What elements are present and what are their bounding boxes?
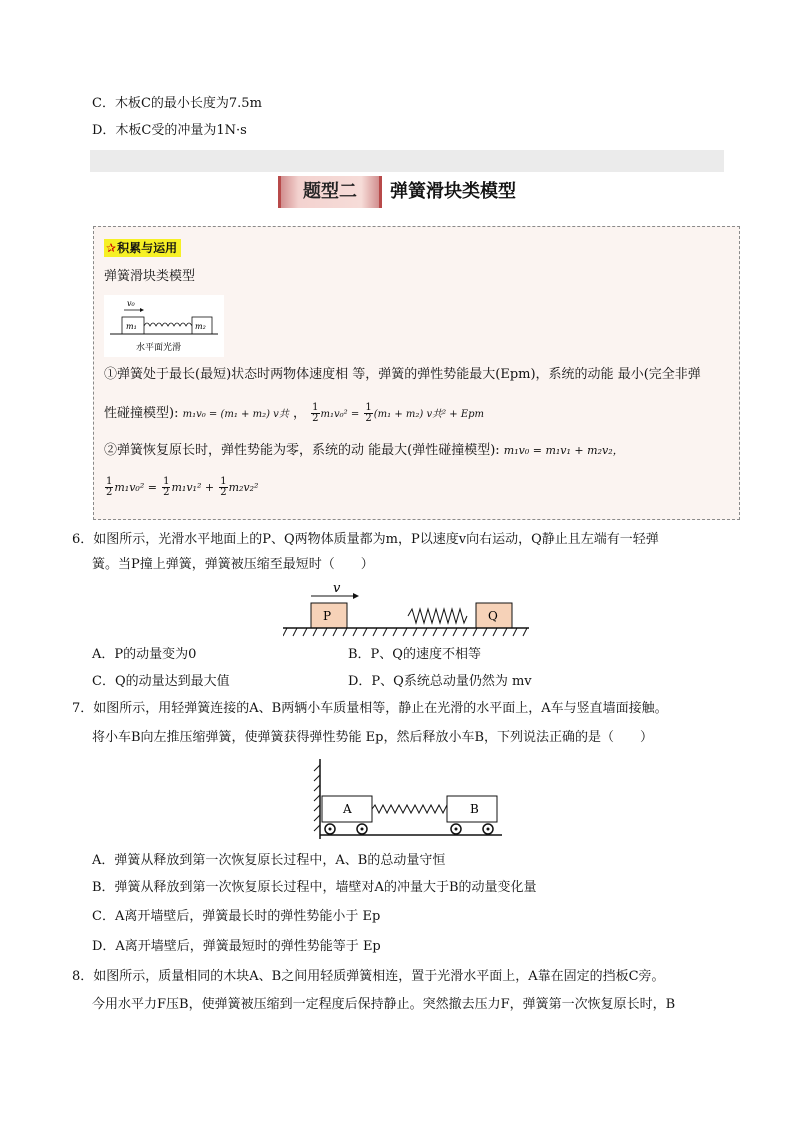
section-title-text: 弹簧滑块类模型 — [390, 181, 516, 202]
section-separator-band — [90, 150, 724, 172]
knowledge-tag — [104, 239, 181, 257]
p1-momentum-eq: m₁v₀ = (m₁ + m₂) v共 — [182, 409, 289, 420]
p2-energy-b: m₁v₁² + — [171, 481, 215, 494]
q8-stem-line2: 今用水平力F压B，使弹簧被压缩到一定程度后保持静止。突然撤去压力F，弹簧第一次恢复原长时，B — [92, 997, 676, 1012]
q7-spring — [372, 805, 450, 813]
option-c-prev: C．木板C的最小长度为7.5m — [92, 96, 262, 111]
section-badge: 题型二 — [278, 176, 382, 208]
knowledge-p2-line1 — [104, 442, 624, 460]
q7-option-c[interactable]: C．A离开墙壁后，弹簧最长时的弹性势能小于 Ep — [92, 909, 381, 924]
half-fraction: $\frac{1}{2}$ — [312, 402, 319, 424]
p2-momentum-eq: m₁v₀ = m₁v₁ + m₂v₂， — [503, 444, 624, 457]
q7-option-b[interactable]: B．弹簧从释放到第一次恢复原长过程中，墙壁对A的冲量大于B的动量变化量 — [92, 880, 537, 895]
section-title — [278, 176, 538, 208]
p2-energy-c: m₂v₂² — [228, 481, 259, 494]
q6-option-d[interactable]: D．P、Q系统总动量仍然为 mv — [348, 674, 532, 689]
q7-option-d[interactable]: D．A离开墙壁后，弹簧最短时的弹性势能等于 Ep — [92, 939, 381, 954]
spring-block-figure — [104, 295, 224, 357]
p2-line1-text: ②弹簧恢复原长时，弹性势能为零，系统的动 能最大(弹性碰撞模型): — [104, 443, 500, 458]
p2-energy-a: m₁v₀² = — [114, 481, 157, 494]
q6-figure — [283, 580, 533, 638]
half-fraction: $\frac{1}{2}$ — [220, 476, 227, 498]
p1-energy-lhs: m₁v₀² = — [320, 409, 360, 420]
p1-energy-rhs: (m₁ + m₂) v共² + Epm — [373, 409, 485, 420]
knowledge-tag-label: 积累与运用 — [117, 241, 178, 255]
knowledge-p1-line1: ①弹簧处于最长(最短)状态时两物体速度相 等，弹簧的弹性势能最大(Epm)，系统的动能 最小(完全非弹 — [104, 367, 701, 382]
q7-a-label: A — [343, 802, 352, 816]
q6-q-label: Q — [488, 609, 498, 623]
q7-stem-line1: 7．如图所示，用轻弹簧连接的A、B两辆小车质量相等，静止在光滑的水平面上，A车与竖直墙面接触。 — [72, 701, 668, 716]
q6-spring — [408, 609, 467, 623]
q8-stem-line1: 8．如图所示，质量相同的木块A、B之间用轻质弹簧相连，置于光滑水平面上，A靠在固定的挡板C旁。 — [72, 969, 665, 984]
q7-figure — [310, 757, 510, 843]
knowledge-box — [93, 226, 740, 520]
half-fraction: $\frac{1}{2}$ — [365, 402, 372, 424]
q7-stem-line2: 将小车B向左推压缩弹簧，使弹簧获得弹性势能 Ep，然后释放小车B，下列说法正确的是（ ） — [92, 730, 654, 745]
knowledge-p2-line2 — [104, 477, 258, 498]
knowledge-heading: 弹簧滑块类模型 — [104, 269, 196, 284]
figure-m2-label: m₂ — [195, 322, 206, 331]
star-icon: ✰ — [106, 241, 117, 255]
q6-stem-line1: 6．如图所示，光滑水平地面上的P、Q两物体质量都为m，P以速度v向右运动，Q静止且左端有一轻弹 — [72, 532, 659, 547]
p1-line2-text: 性碰撞模型): — [104, 406, 179, 421]
q6-option-c[interactable]: C．Q的动量达到最大值 — [92, 674, 230, 689]
q7-b-label: B — [470, 802, 479, 816]
half-fraction: $\frac{1}{2}$ — [163, 476, 170, 498]
option-d-prev: D．木板C受的冲量为1N·s — [92, 123, 247, 138]
q6-stem-line2: 簧。当P撞上弹簧，弹簧被压缩至最短时（ ） — [92, 557, 374, 572]
q6-option-b[interactable]: B．P、Q的速度不相等 — [348, 647, 481, 662]
cart-wheels — [325, 824, 493, 834]
figure-v0-label: v₀ — [127, 299, 135, 308]
half-fraction: $\frac{1}{2}$ — [106, 476, 113, 498]
figure-caption: 水平面光滑 — [136, 343, 182, 353]
q6-p-label: P — [323, 609, 332, 623]
q6-option-a[interactable]: A．P的动量变为0 — [92, 647, 197, 662]
q6-velocity-label: v — [333, 581, 341, 596]
figure-m1-label: m₁ — [126, 322, 137, 331]
q7-option-a[interactable]: A．弹簧从释放到第一次恢复原长过程中，A、B的总动量守恒 — [92, 853, 446, 868]
p1-separator: ， — [292, 406, 306, 421]
knowledge-p1-line2 — [104, 403, 484, 424]
